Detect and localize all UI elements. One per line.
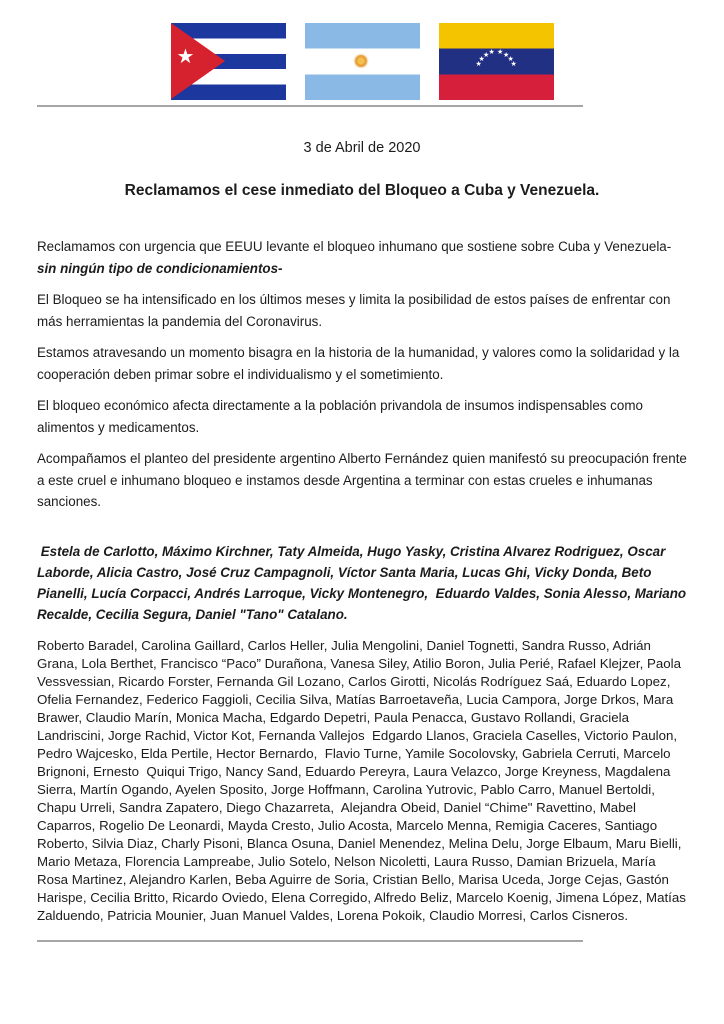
- venezuela-flag-icon: [439, 23, 554, 100]
- venezuela-star-icon: ★: [497, 49, 504, 56]
- argentina-sun-icon: [355, 55, 367, 67]
- paragraph-demand-regular: Reclamamos con urgencia que EEUU levante el bloqueo inhumano que sostiene sobre Cuba y Venezuela-: [37, 239, 672, 254]
- document-date: 3 de Abril de 2020: [303, 140, 421, 156]
- paragraph-demand-emphasis: sin ningún tipo de condicionamientos-: [37, 260, 283, 276]
- document-title: Reclamamos el cese inmediato del Bloqueo a Cuba y Venezuela.: [124, 182, 600, 199]
- venezuela-star-icon: ★: [475, 61, 482, 68]
- top-divider: [37, 105, 583, 107]
- venezuela-star-icon: ★: [510, 61, 517, 68]
- document-body: [37, 236, 690, 925]
- signatories-secondary: Roberto Baradel, Carolina Gaillard, Carlos Heller, Julia Mengolini, Daniel Tognetti, Sandra Russo, Adrián Grana, Lola Berthet, Francisco “Paco” Durañona, Vanesa Siley, Atilio Boron, Julia Perié, Rafael Klejzer, Paola Vessvessian, Ricardo Forster, Fernanda Gil Lozano, Carlos Girotti, Nicolás Rodríguez Saá, Eduardo Lopez, Ofelia Fernandez, Federico Faggioli, Cecilia Silva, Matías Barroetaveña, Lucia Campora, Jorge Drkos, Mara Brawer, Claudio Marín, Monica Macha, Edgardo Depetri, Paula Penacca, Gustavo Rollandi, Graciela Landriscini, Jorge Rachid, Victor Kot, Fernanda Vallejos Edgardo Llanos, Graciela Caselles, Victorio Paulon, Pedro Wajcesko, Elda Pertile, Hector Bernardo, Flavio Turne, Yamile Socolovsky, Gabriela Cerruti, Marcelo Brignoni, Ernesto Quiqui Trigo, Nancy Sand, Eduardo Pereyra, Laura Velazco, Jorge Kreyness, Magdalena Sierra, Martín Ogando, Ayelen Sposito, Jorge Hoffmann, Carolina Yutrovic, Pablo Carro, Manuel Bertoldi, Chapu Urreli, Sandra Zapatero, Diego Chazarreta, Alejandra Obeid, Daniel “Chime" Ravettino, Mabel Caparros, Rogelio De Leonardi, Mayda Cresto, Julio Acosta, Marcelo Menna, Remigia Caceres, Santiago Roberto, Silvia Diaz, Charly Pisoni, Blanca Osuna, Daniel Menendez, Melina Delu, Jorge Elbaum, Maru Bielli, Mario Metaza, Florencia Lampreabe, Julio Sotelo, Nelson Nicoletti, Laura Russo, Damian Brizuela, María Rosa Martinez, Alejandro Karlen, Beba Aguirre de Soria, Cristian Bello, Marisa Uceda, Jorge Cejas, Gastón Harispe, Cecilia Britto, Ricardo Oviedo, Elena Corregido, Alfredo Beliz, Marcelo Koenig, Jimena López, Matías Zalduendo, Patricia Mounier, Juan Manuel Valdes, Lorena Pokoik, Claudio Morresi, Carlos Cisneros.: [37, 637, 690, 923]
- bottom-divider: [37, 940, 583, 942]
- venezuela-star-icon: ★: [483, 51, 490, 59]
- flags-row: [0, 0, 724, 100]
- paragraph-president-support: Acompañamos el planteo del presidente argentino Alberto Fernández quien manifestó su preocupación frente a este cruel e inhumano bloqueo e instamos desde Argentina a terminar con estas crueles e inhumanas sanciones.: [37, 451, 687, 509]
- signatories-primary: Estela de Carlotto, Máximo Kirchner, Taty Almeida, Hugo Yasky, Cristina Alvarez Rodriguez, Oscar Laborde, Alicia Castro, José Cruz Campagnoli, Víctor Santa Maria, Lucas Ghi, Vicky Donda, Beto Pianelli, Lucía Corpacci, Andrés Larroque, Vicky Montenegro, Eduardo Valdes, Sonia Alesso, Mariano Recalde, Cecilia Segura, Daniel "Tano" Catalano.: [37, 543, 690, 622]
- cuba-flag-icon: [171, 23, 286, 100]
- paragraph-blockade-intensified: El Bloqueo se ha intensificado en los últimos meses y limita la posibilidad de estos países de enfrentar con más herramientas la pandemia del Coronavirus.: [37, 292, 671, 329]
- paragraph-solidarity: Estamos atravesando un momento bisagra en la historia de la humanidad, y valores como la solidaridad y la cooperación deben primar sobre el individualismo y el sometimiento.: [37, 345, 680, 382]
- venezuela-star-icon: ★: [507, 55, 514, 63]
- cuba-star-icon: ★: [176, 46, 195, 68]
- paragraph-demand: [37, 236, 690, 279]
- paragraph-economic-impact: El bloqueo económico afecta directamente a la población privandola de insumos indispensables como alimentos y medicamentos.: [37, 398, 643, 435]
- venezuela-star-icon: ★: [503, 51, 510, 59]
- argentina-flag-icon: [305, 23, 420, 100]
- venezuela-star-icon: ★: [488, 49, 495, 56]
- venezuela-star-icon: ★: [478, 55, 485, 63]
